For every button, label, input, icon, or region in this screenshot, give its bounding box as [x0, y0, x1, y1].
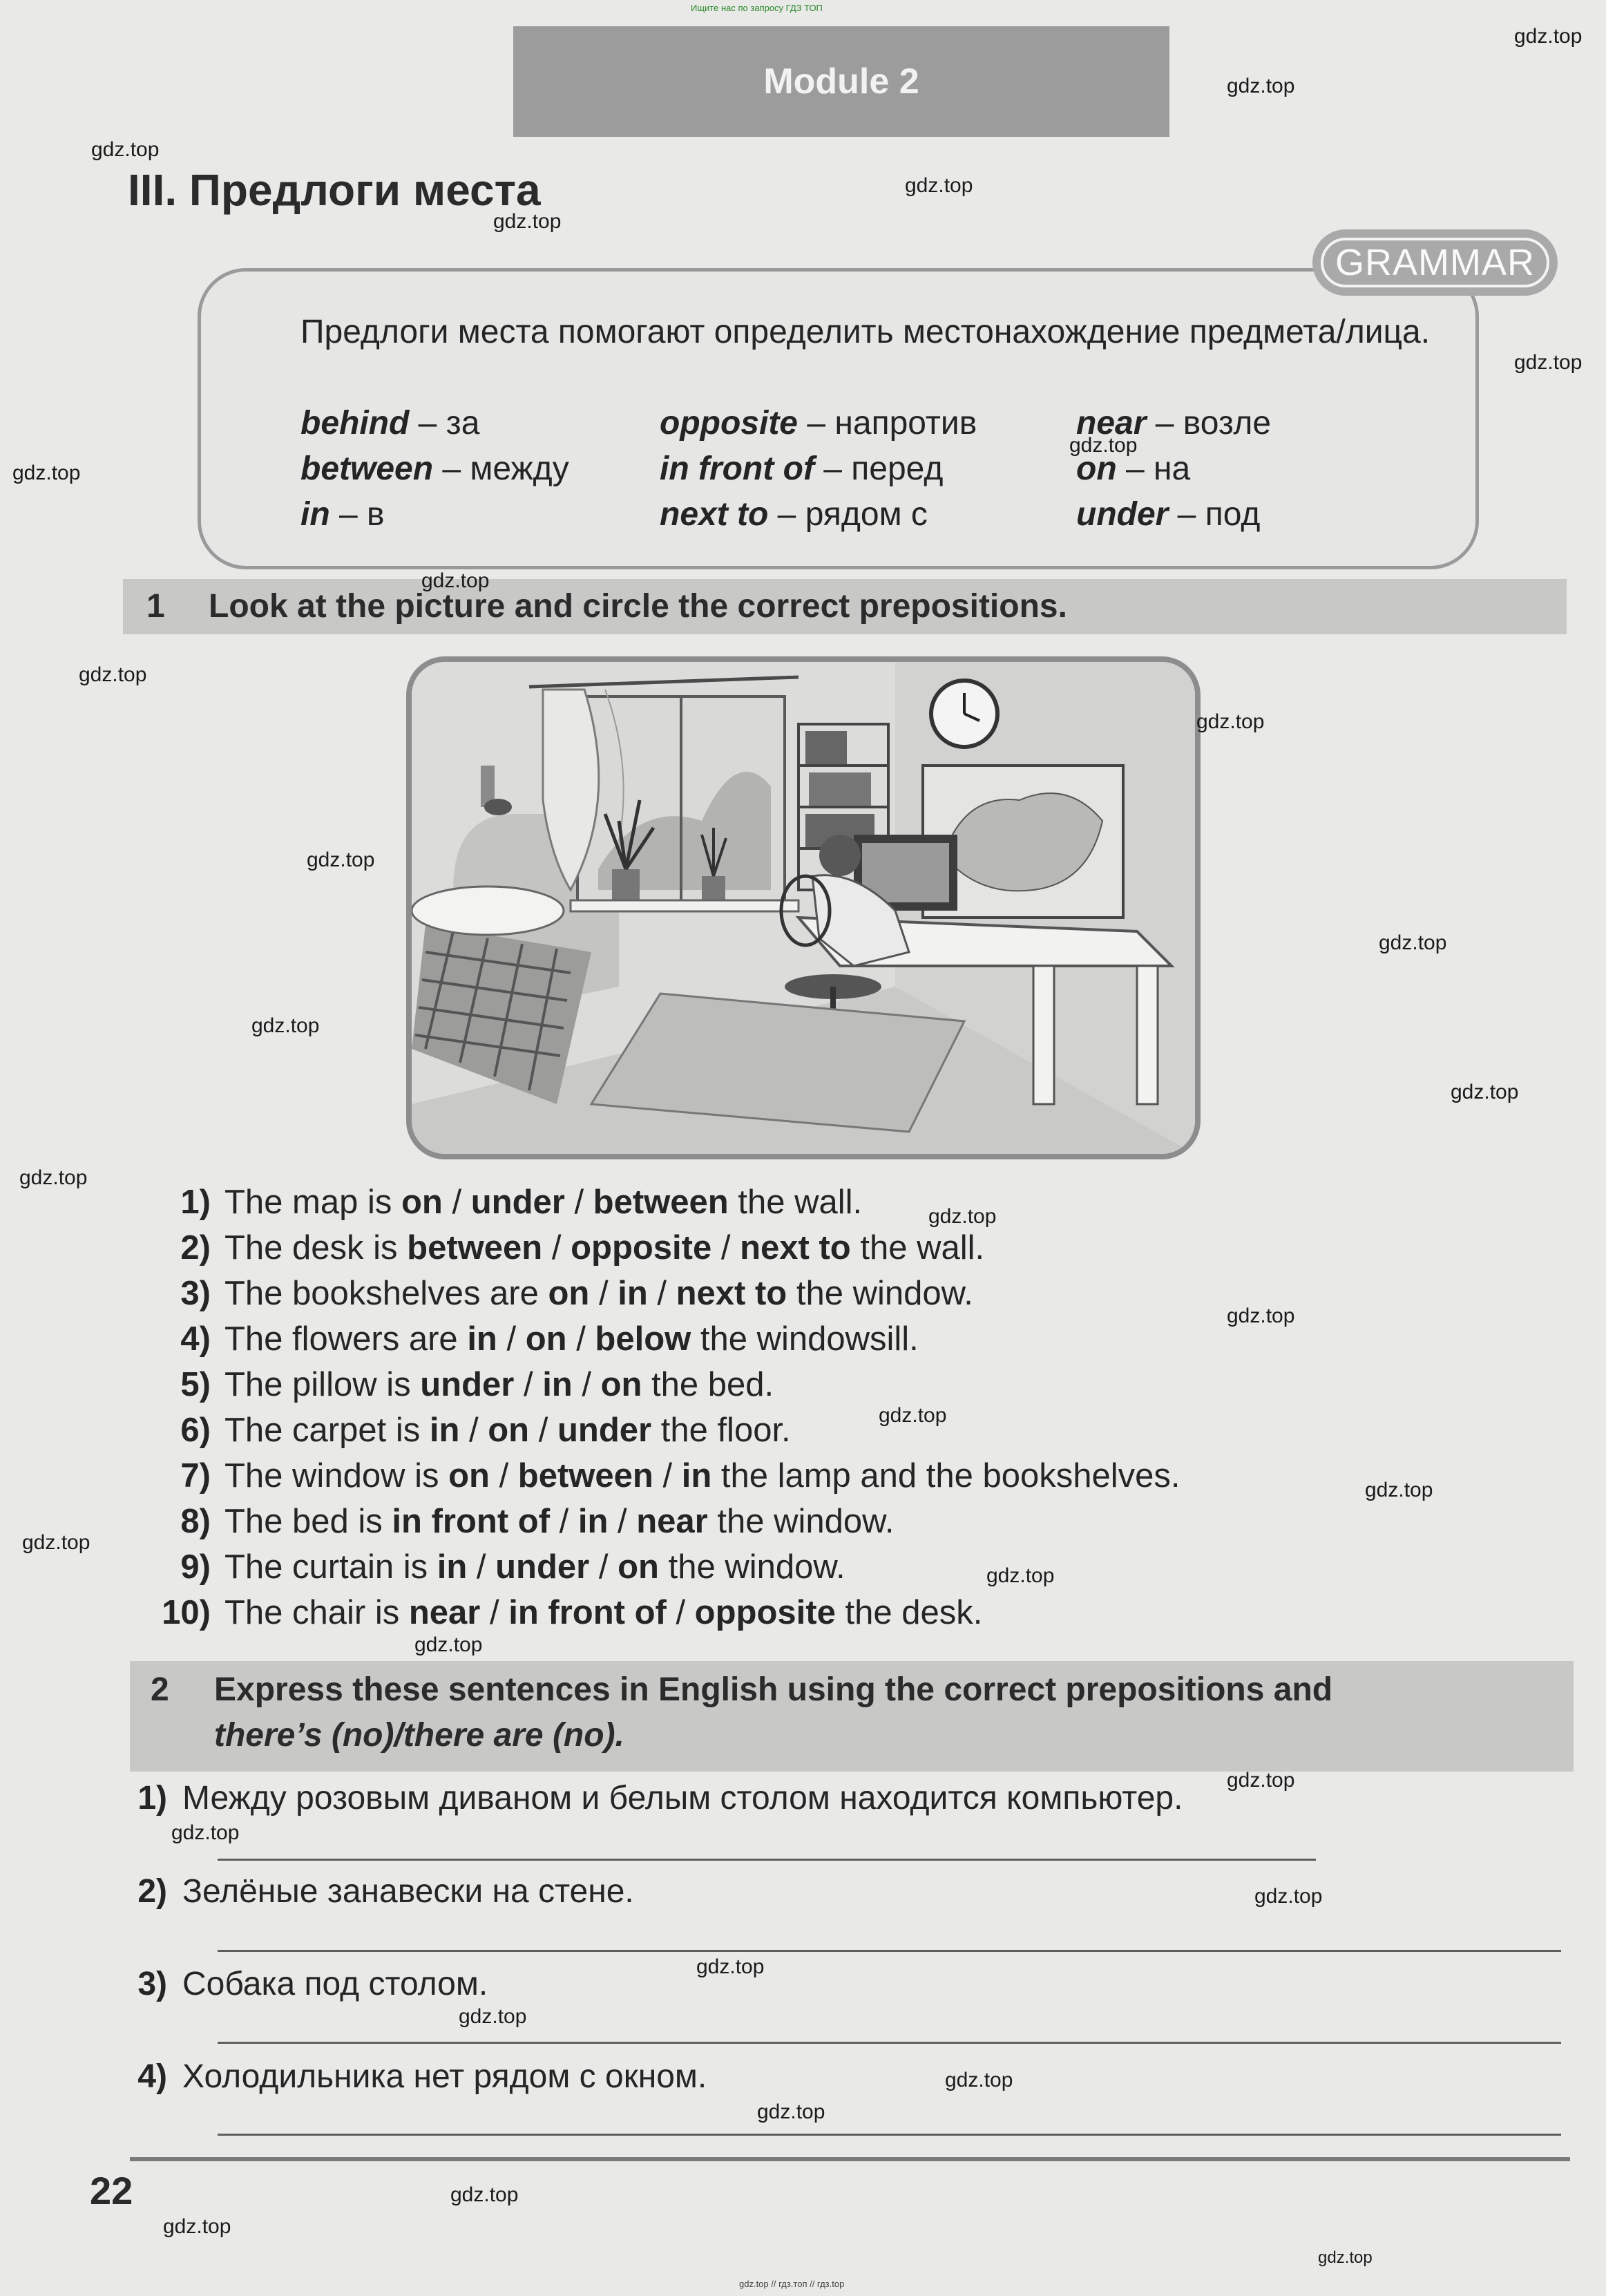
option[interactable]: below: [595, 1320, 691, 1358]
watermark: gdz.top: [1365, 1479, 1433, 1501]
watermark: gdz.top: [1196, 710, 1265, 733]
bottom-banner: gdz.top // гдз.топ // гдз.top: [739, 2279, 845, 2289]
option[interactable]: on: [618, 1548, 659, 1586]
pillow: [412, 886, 564, 935]
watermark: gdz.top: [79, 663, 147, 686]
option[interactable]: between: [407, 1229, 543, 1266]
top-banner: Ищите нас по запросу ГДЗ ТОП: [691, 3, 823, 13]
watermark: gdz.top: [945, 2069, 1013, 2091]
boy: [819, 835, 861, 876]
answer-line-2[interactable]: [218, 1950, 1561, 1952]
ex1-item-1: 1) The map is on / under / between the wall.: [180, 1184, 863, 1221]
plant-pot-small: [702, 876, 725, 900]
watermark: gdz.top: [696, 1955, 765, 1978]
option[interactable]: in front of: [508, 1594, 667, 1631]
watermark: gdz.top: [12, 462, 81, 484]
watermark: gdz.top: [171, 1821, 240, 1844]
watermark: gdz.top: [905, 174, 973, 197]
watermark: gdz.top: [414, 1633, 483, 1656]
ex1-item-6: 6) The carpet is in / on / under the floor.: [180, 1412, 791, 1449]
ex1-item-7: 7) The window is on / between / in the lamp and the bookshelves.: [180, 1457, 1180, 1495]
option[interactable]: in: [437, 1548, 468, 1586]
grammar-badge-label: GRAMMAR: [1321, 238, 1549, 287]
option[interactable]: next to: [676, 1275, 787, 1312]
watermark: gdz.top: [1069, 434, 1138, 457]
plant-pot: [612, 869, 640, 900]
watermark: gdz.top: [1451, 1081, 1519, 1103]
watermark: gdz.top: [493, 210, 562, 233]
prep-in: in – в: [300, 496, 385, 533]
watermark: gdz.top: [928, 1205, 997, 1228]
option[interactable]: between: [593, 1184, 729, 1221]
prep-under: under – под: [1076, 496, 1261, 533]
ex2-item-1: 1) Между розовым диваном и белым столом находится компьютер.: [137, 1780, 1183, 1816]
watermark: gdz.top: [1227, 1769, 1295, 1792]
option[interactable]: on: [401, 1184, 443, 1221]
prep-between: between – между: [300, 450, 569, 487]
prep-on: on – на: [1076, 450, 1191, 487]
option[interactable]: in: [577, 1503, 609, 1540]
ex2-item-4: 4) Холодильника нет рядом с окном.: [137, 2058, 707, 2095]
option[interactable]: under: [495, 1548, 590, 1586]
option[interactable]: on: [600, 1366, 642, 1403]
watermark: gdz.top: [307, 848, 375, 871]
prep-behind: behind – за: [300, 405, 480, 442]
watermark: gdz.top: [251, 1014, 320, 1037]
watermark: gdz.top: [879, 1404, 947, 1427]
footer-rule: [130, 2157, 1570, 2161]
option[interactable]: on: [548, 1275, 590, 1312]
ex2-item-3: 3) Собака под столом.: [137, 1966, 488, 2002]
exercise1-number: 1: [146, 588, 165, 625]
exercise2-instruction-line1: Express these sentences in English using the correct prepositions and: [214, 1671, 1333, 1708]
option[interactable]: in front of: [392, 1503, 551, 1540]
windowsill: [571, 900, 799, 911]
option[interactable]: on: [488, 1412, 530, 1449]
option[interactable]: under: [557, 1412, 652, 1449]
watermark: gdz.top: [1514, 25, 1583, 48]
watermark: gdz.top: [1318, 2248, 1373, 2267]
section-title: III. Предлоги места: [128, 165, 541, 215]
watermark: gdz.top: [986, 1564, 1055, 1587]
option[interactable]: next to: [740, 1229, 851, 1266]
option[interactable]: in: [681, 1457, 712, 1495]
prep-near: near – возле: [1076, 405, 1272, 442]
watermark: gdz.top: [19, 1166, 88, 1189]
watermark: gdz.top: [1514, 351, 1583, 374]
ex1-item-3: 3) The bookshelves are on / in / next to the window.: [180, 1275, 973, 1312]
watermark: gdz.top: [91, 138, 160, 161]
option[interactable]: near: [636, 1503, 708, 1540]
prep-in-front-of: in front of – перед: [660, 450, 944, 487]
prep-opposite: opposite – напротив: [660, 405, 977, 442]
ex1-item-8: 8) The bed is in front of / in / near the window.: [180, 1503, 895, 1540]
room-illustration: [406, 656, 1201, 1159]
ex1-item-5: 5) The pillow is under / in / on the bed.: [180, 1366, 774, 1403]
answer-line-3[interactable]: [218, 2042, 1561, 2044]
watermark: gdz.top: [1227, 1304, 1295, 1327]
watermark: gdz.top: [22, 1531, 90, 1554]
prep-next-to: next to – рядом с: [660, 496, 928, 533]
option[interactable]: in: [467, 1320, 497, 1358]
watermark: gdz.top: [163, 2215, 231, 2238]
option[interactable]: in: [618, 1275, 648, 1312]
room-drawing: [412, 662, 1195, 1154]
exercise2-instruction-line2: there’s (no)/there are (no).: [214, 1717, 624, 1754]
exercise2-number: 2: [151, 1671, 169, 1708]
option[interactable]: under: [470, 1184, 565, 1221]
page-number: 22: [90, 2169, 133, 2212]
option[interactable]: between: [517, 1457, 653, 1495]
watermark: gdz.top: [1254, 1885, 1323, 1908]
watermark: gdz.top: [757, 2100, 825, 2123]
ex1-item-4: 4) The flowers are in / on / below the windowsill.: [180, 1320, 919, 1358]
module-tab: Module 2: [513, 26, 1169, 137]
watermark: gdz.top: [1379, 931, 1447, 954]
watermark: gdz.top: [450, 2183, 519, 2206]
option[interactable]: opposite: [694, 1594, 836, 1631]
ex2-item-2: 2) Зелёные занавески на стене.: [137, 1873, 634, 1910]
ex1-item-10: 10) The chair is near / in front of / opposite the desk.: [162, 1594, 983, 1631]
grammar-intro: Предлоги места помогают определить местонахождение предмета/лица.: [300, 314, 1431, 350]
watermark: gdz.top: [459, 2005, 527, 2028]
ex1-item-2: 2) The desk is between / opposite / next to the wall.: [180, 1229, 985, 1266]
grammar-badge: [1312, 229, 1558, 296]
ex1-item-9: 9) The curtain is in / under / on the window.: [180, 1548, 845, 1586]
option[interactable]: opposite: [571, 1229, 712, 1266]
option[interactable]: in: [429, 1412, 460, 1449]
exercise1-instruction: Look at the picture and circle the correct prepositions.: [209, 588, 1067, 625]
option[interactable]: under: [420, 1366, 515, 1403]
option[interactable]: near: [408, 1594, 481, 1631]
watermark: gdz.top: [1227, 75, 1295, 97]
answer-line-1[interactable]: [218, 1859, 1316, 1861]
option[interactable]: on: [525, 1320, 567, 1358]
option[interactable]: in: [542, 1366, 573, 1403]
watermark: gdz.top: [421, 569, 490, 592]
answer-line-4[interactable]: [218, 2134, 1561, 2136]
option[interactable]: on: [448, 1457, 490, 1495]
